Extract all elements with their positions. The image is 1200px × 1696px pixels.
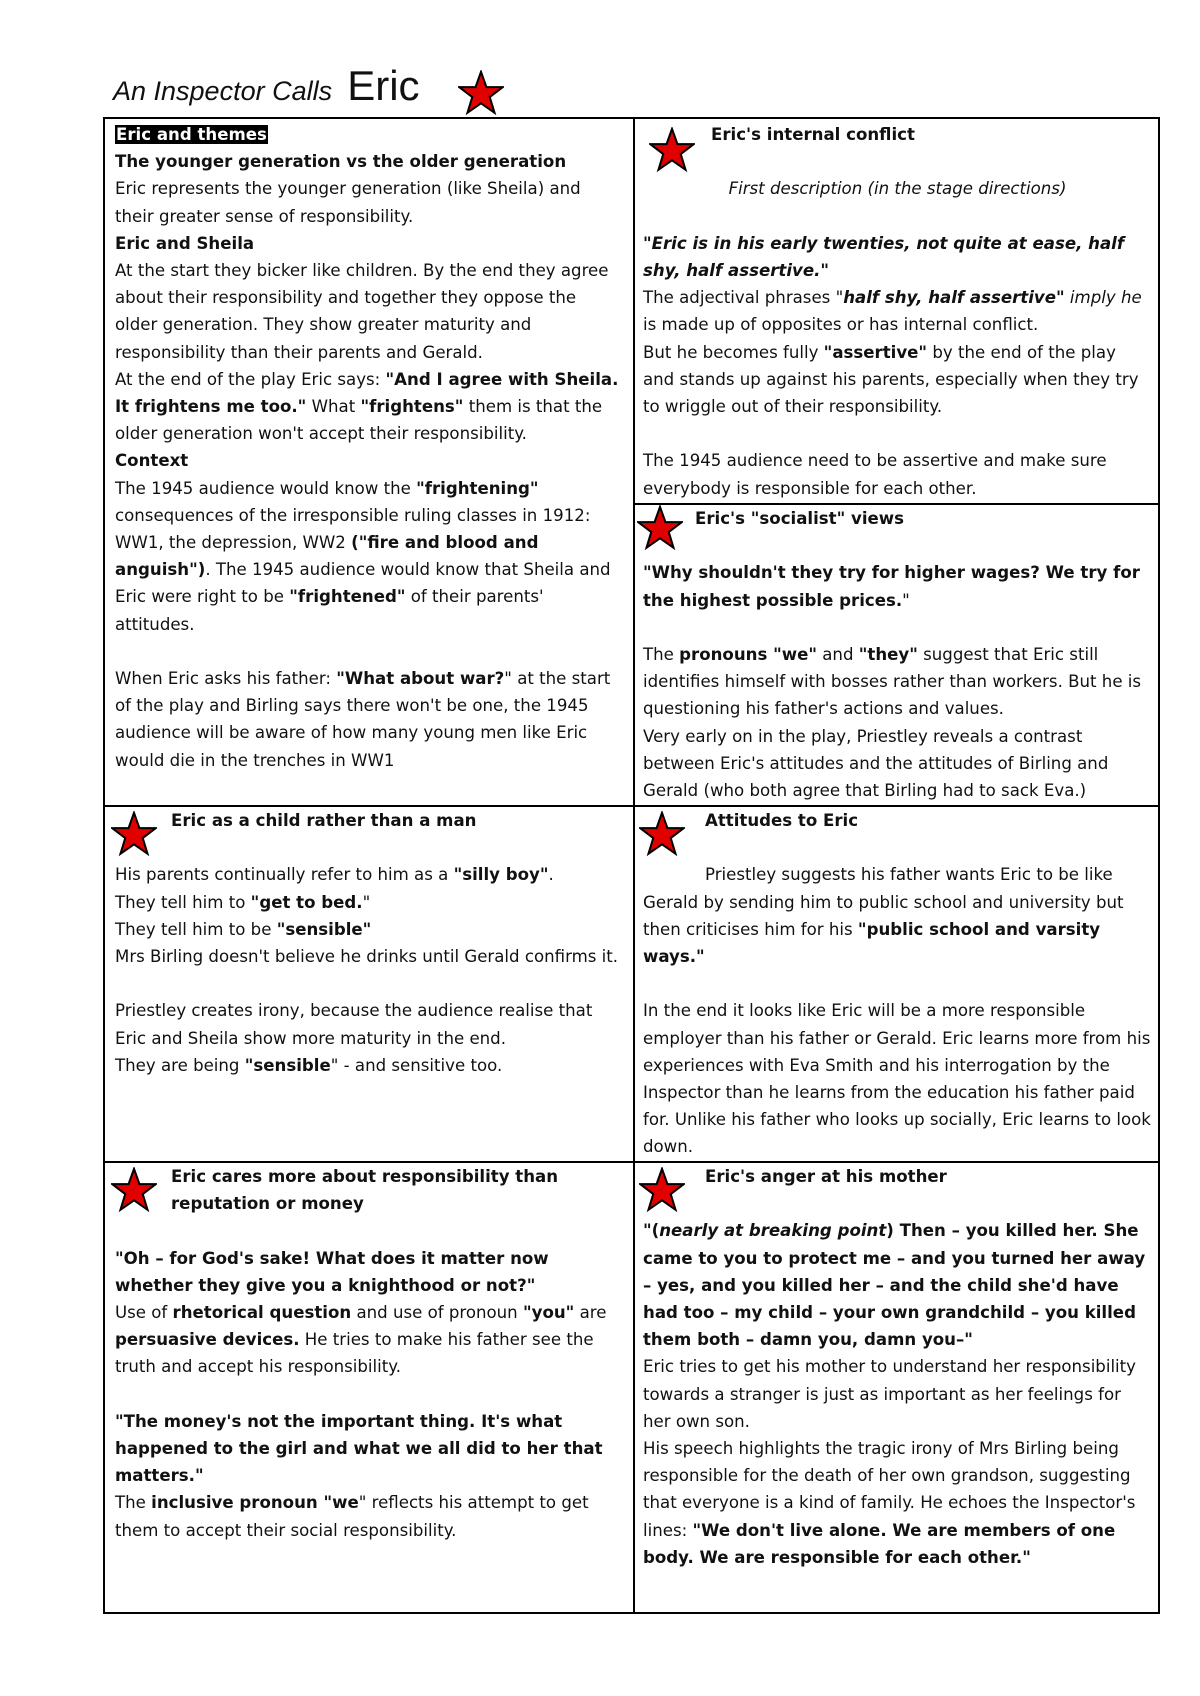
- cell-heading: Eric's anger at his mother: [705, 1167, 947, 1186]
- cell-heading: Attitudes to Eric: [705, 811, 859, 830]
- paragraph: The 1945 audience would know the "frightening" consequences of the irresponsible ruling classes in 1912: WW1, the depression, WW2 ("fire and blood and anguish"). The 1945 audience would know that Sheila and Eric were right to be "frightened" of their parents' attitudes.: [115, 478, 611, 634]
- paragraph: The pronouns "we" and "they" suggest that Eric still identifies himself with bosses rather than workers. But he is questioning his father's actions and values.: [643, 644, 1142, 719]
- paragraph: They are being "sensible" - and sensitive too.: [115, 1055, 503, 1075]
- line: Mrs Birling doesn't believe he drinks until Gerald confirms it.: [115, 947, 619, 966]
- cell-eric-and-themes: [107, 119, 631, 805]
- cell-socialist-views: [635, 505, 1160, 805]
- paragraph: The 1945 audience need to be assertive and make sure everybody is responsible for each other.: [643, 451, 1107, 498]
- quote: ("fire and blood and anguish"): [115, 533, 539, 580]
- quote: "you": [522, 1303, 575, 1322]
- line: They tell him to be "sensible": [115, 919, 372, 939]
- quote: "The money's not the important thing. It's what happened to the girl and what we all did to her that matters.": [115, 1411, 603, 1486]
- cell-heading: Eric's internal conflict: [711, 125, 915, 144]
- subheading: Eric and Sheila: [115, 233, 255, 253]
- cell-heading: Eric and themes: [116, 125, 267, 144]
- quote: "sensible": [276, 919, 372, 939]
- paragraph: Eric represents the younger generation (like Sheila) and their greater sense of responsibility.: [115, 179, 581, 226]
- cell-heading: Eric cares more about responsibility than reputation or money: [171, 1167, 559, 1214]
- quote: "sensible: [244, 1055, 331, 1075]
- quote: "Oh – for God's sake! What does it matter now whether they give you a knighthood or not?": [115, 1248, 549, 1295]
- cell-anger-at-mother: [635, 1163, 1160, 1614]
- quote: "get to bed.: [250, 892, 363, 912]
- quote: "frightens": [360, 397, 464, 417]
- paragraph: Use of rhetorical question and use of pronoun "you" are persuasive devices. He tries to make his father see the truth and accept his responsibility.: [115, 1303, 607, 1377]
- paragraph: When Eric asks his father: "What about war?" at the start of the play and Birling says there won't be one, the 1945 audience will be aware of how many young men like Eric would die in the trenches in WW1: [115, 669, 611, 770]
- subheading: First description (in the stage directions): [728, 179, 1067, 199]
- paragraph: In the end it looks like Eric will be a more responsible employer than his father or Gerald. Eric learns more from his experiences with Eva Smith and his interrogation by the Inspector than he learns from the education his father paid for. Unlike his father who looks up socially, Eric learns to look down.: [643, 1001, 1151, 1157]
- quote: pronouns "we": [679, 644, 817, 664]
- paragraph: Priestley suggests his father wants Eric to be like Gerald by sending him to public school and university but then criticises him for his "public school and varsity ways.": [643, 865, 1124, 966]
- quote: "We don't live alone. We are members of one body. We are responsible for each other.": [643, 1520, 1116, 1567]
- line: They tell him to "get to bed.": [115, 892, 371, 912]
- character-name: Eric: [347, 62, 420, 109]
- red-star-icon: [458, 70, 504, 116]
- cell-child-not-man: [107, 807, 631, 1161]
- line: His parents continually refer to him as a "silly boy".: [115, 865, 554, 885]
- quote: "What about war?: [336, 669, 505, 689]
- red-star-icon: [639, 1167, 685, 1213]
- red-star-icon: [639, 811, 685, 857]
- quote: "they": [858, 644, 918, 664]
- key-term: rhetorical question: [172, 1303, 352, 1322]
- subheading: Context: [115, 451, 189, 471]
- paragraph: The adjectival phrases "half shy, half assertive" imply he is made up of opposites or has internal conflict.: [643, 288, 1142, 335]
- red-star-icon: [649, 127, 695, 173]
- cell-heading: Eric as a child rather than a man: [171, 811, 477, 830]
- page-title: [113, 62, 420, 122]
- quote: "Eric is in his early twenties, not quite at ease, half shy, half assertive.": [643, 233, 1125, 280]
- paragraph: The inclusive pronoun "we" reflects his attempt to get them to accept their social responsibility.: [115, 1493, 589, 1540]
- play-title: An Inspector Calls: [113, 76, 333, 106]
- paragraph: Priestley creates irony, because the audience realise that Eric and Sheila show more maturity in the end.: [115, 1001, 593, 1048]
- quote: "frightening": [416, 478, 539, 498]
- quote: "public school and varsity ways.": [643, 919, 1101, 966]
- quote: "(nearly at breaking point) Then – you killed her. She came to you to protect me – and you turned her away – yes, and you killed her – and the child she'd have had too – my child – your own grandchild – you killed them both – damn you, damn you–": [643, 1221, 1146, 1350]
- quote: "frightened": [289, 587, 406, 607]
- quote: "Why shouldn't they try for higher wages? We try for the highest possible prices.": [643, 563, 1140, 610]
- quote: half shy, half assertive": [843, 288, 1065, 308]
- paragraph: Very early on in the play, Priestley reveals a contrast between Eric's attitudes and the attitudes of Birling and Gerald (who both agree that Birling had to sack Eva.): [643, 726, 1109, 800]
- cell-attitudes-to-eric: [635, 807, 1160, 1161]
- quote: "And I agree with Sheila. It frightens me too.": [115, 369, 619, 417]
- red-star-icon: [111, 1167, 157, 1213]
- quote: "assertive": [823, 342, 928, 362]
- paragraph: At the start they bicker like children. By the end they agree about their responsibility and together they oppose the older generation. They show greater maturity and responsibility than their parents and Gerald.: [115, 261, 609, 362]
- subheading: The younger generation vs the older generation: [115, 152, 567, 172]
- key-term: inclusive pronoun "we: [151, 1493, 359, 1513]
- red-star-icon: [111, 811, 157, 857]
- paragraph: At the end of the play Eric says: "And I agree with Sheila. It frightens me too." What "frightens" them is that the older generation won't accept their responsibility.: [115, 369, 619, 444]
- red-star-icon: [637, 505, 683, 551]
- paragraph: His speech highlights the tragic irony of Mrs Birling being responsible for the death of her own grandson, suggesting that everyone is a kind of family. He echoes the Inspector's lines: "We don't live alone. We are members of one body. We are responsible for each other.": [643, 1439, 1136, 1567]
- revision-grid: [103, 117, 1160, 1614]
- key-term: persuasive devices.: [115, 1330, 300, 1350]
- cell-heading: Eric's "socialist" views: [695, 509, 904, 528]
- quote: "silly boy": [453, 865, 549, 885]
- paragraph: Eric tries to get his mother to understand her responsibility towards a stranger is just as important as her feelings for her own son.: [643, 1357, 1136, 1431]
- paragraph: But he becomes fully "assertive" by the end of the play and stands up against his parents, especially when they try to wriggle out of their responsibility.: [643, 342, 1139, 416]
- cell-internal-conflict: [635, 119, 1160, 503]
- cell-responsibility-over-money: [107, 1163, 631, 1614]
